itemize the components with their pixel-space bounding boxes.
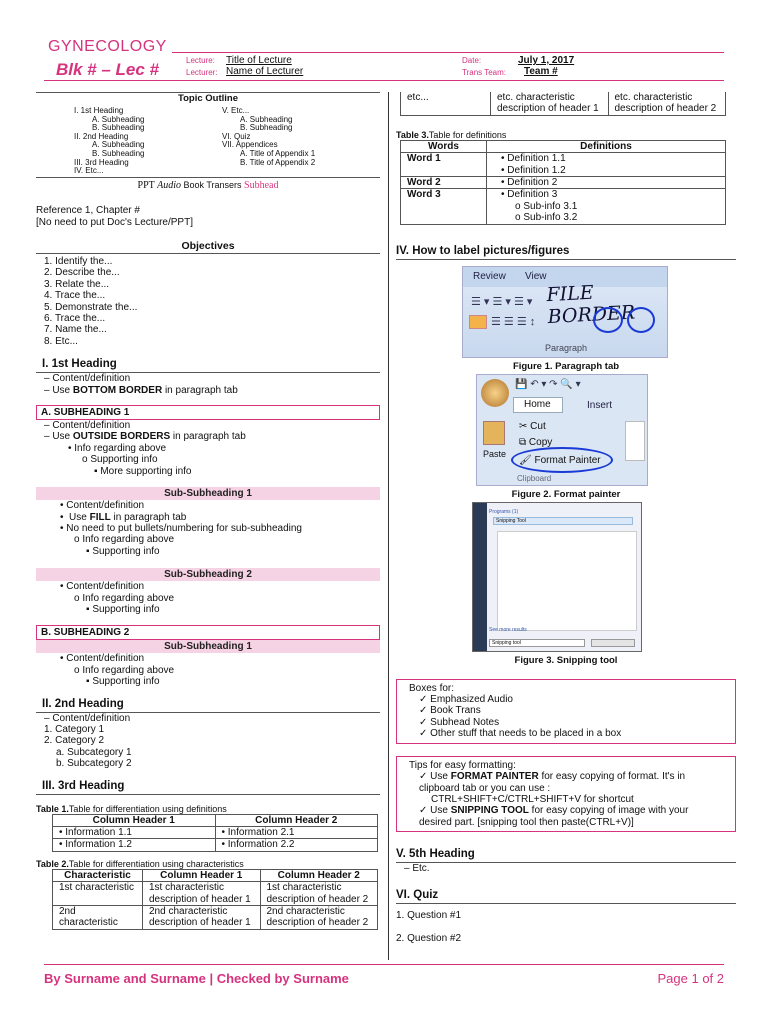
figure-3-caption: Figure 3. Snipping tool xyxy=(514,654,618,666)
table-cell: 1st characteristic xyxy=(53,882,143,906)
subcategory-item: a. Subcategory 1 xyxy=(56,746,132,758)
outline-item: III. 3rd Heading xyxy=(74,157,129,167)
outline-item: II. 2nd Heading xyxy=(74,131,129,141)
heading-4: IV. How to label pictures/figures xyxy=(396,243,736,260)
content-line: – Use OUTSIDE BORDERS in paragraph tab xyxy=(44,431,246,443)
table-cell xyxy=(487,189,726,224)
sub-subheading-2: Sub-Subheading 2 xyxy=(36,568,380,581)
copy-item: ⧉ Copy xyxy=(519,436,553,448)
reference-note: [No need to put Doc's Lecture/PPT] xyxy=(36,217,193,228)
content-line: – Content/definition xyxy=(44,373,131,385)
table-header: Words xyxy=(401,140,487,152)
content-line: – Use BOTTOM BORDER in paragraph tab xyxy=(44,384,238,396)
table-cell: Word 1 xyxy=(401,153,487,177)
content-line: – Content/definition xyxy=(44,420,131,432)
book-trans-label: Book Transers xyxy=(180,180,245,190)
subhead-label: Subhead xyxy=(244,180,279,191)
lecturer-value: Name of Lecturer xyxy=(226,66,304,77)
table-row xyxy=(53,906,378,930)
definition-item: • Definition 3 xyxy=(501,189,558,201)
date-label: Date: xyxy=(462,56,482,65)
bullet-item: ▪ Supporting info xyxy=(86,545,160,557)
audio-label: Audio xyxy=(157,180,181,191)
align-left-icon xyxy=(469,315,487,329)
table-cell: etc. characteristic description of header 1 xyxy=(491,92,609,115)
sub-subheading-2-content xyxy=(36,581,380,615)
table-header: Characteristic xyxy=(53,869,143,881)
ppt-label: PPT xyxy=(137,180,158,191)
box-item: ✓ Emphasized Audio xyxy=(419,694,513,706)
office-button-icon xyxy=(481,379,509,407)
bullet-item: • Content/definition xyxy=(60,581,145,593)
bullet-item: • Content/definition xyxy=(60,500,145,512)
ribbon-tab-insert: Insert xyxy=(587,399,613,411)
bullet-item: ▪ Supporting info xyxy=(86,603,160,615)
bullet-item: o Info regarding above xyxy=(74,592,175,604)
tip-item: ✓ Use FORMAT PAINTER for easy copying of format. It's in clipboard tab or you can use : xyxy=(419,771,686,794)
outline-item: VI. Quiz xyxy=(222,131,251,141)
objective-item: 8. Etc... xyxy=(44,335,78,347)
outline-item: A. Subheading xyxy=(92,140,145,150)
definition-item: o Sub-info 3.2 xyxy=(515,212,578,224)
reference-line: Reference 1, Chapter # xyxy=(36,205,140,216)
list-icons: ☰ ▾ ☰ ▾ ☰ ▾ xyxy=(471,295,533,308)
table-header: Column Header 1 xyxy=(143,869,261,881)
box-item: ✓ Other stuff that needs to be placed in a box xyxy=(419,728,622,740)
bullet-item: o Info regarding above xyxy=(74,534,175,546)
ribbon-tab-home: Home xyxy=(524,398,551,410)
quiz-question: 2. Question #2 xyxy=(396,932,462,944)
left-column xyxy=(36,92,380,930)
table-row xyxy=(53,839,378,851)
block-lecture-title: Blk # – Lec # xyxy=(56,60,160,79)
objectives-title: Objectives xyxy=(36,240,380,254)
outline-item: I. 1st Heading xyxy=(74,106,124,115)
table-row xyxy=(53,882,378,906)
content-line: – Content/definition xyxy=(44,712,131,724)
handwritten-annotation: FILE BORDER xyxy=(545,281,636,328)
table-cell: • Information 1.2 xyxy=(53,839,216,851)
ribbon-tab-home-box xyxy=(513,397,563,413)
outline-item: B. Subheading xyxy=(240,123,293,133)
highlight-circle xyxy=(627,307,655,333)
table-cell: 1st characteristic description of header 2 xyxy=(260,882,378,906)
outline-item: B. Subheading xyxy=(92,123,145,133)
references xyxy=(36,205,380,229)
table-cell: etc... xyxy=(401,92,491,115)
bullet-item: • Content/definition xyxy=(60,653,145,665)
heading-2-content xyxy=(36,713,380,770)
column-divider xyxy=(388,92,389,960)
table-row xyxy=(53,827,378,839)
outline-item: V. Etc... xyxy=(222,106,250,115)
highlight-circle xyxy=(593,307,623,333)
subheading-a: A. SUBHEADING 1 xyxy=(36,405,380,420)
ribbon-group-label: Paragraph xyxy=(544,342,588,353)
highlight-circle xyxy=(511,447,613,473)
table-cell xyxy=(487,153,726,177)
table-cell: • Information 2.2 xyxy=(215,839,378,851)
table-header: Column Header 2 xyxy=(215,814,378,826)
table-header: Column Header 1 xyxy=(53,814,216,826)
quick-access-icons: 💾 ↶ ▾ ↷ 🔍 ▾ xyxy=(515,378,581,390)
sub-subheading-1: Sub-Subheading 1 xyxy=(36,487,380,500)
tip-shortcut: CTRL+SHIFT+C/CTRL+SHIFT+V for shortcut xyxy=(431,793,634,805)
right-column xyxy=(396,92,736,944)
lecture-value: Title of Lecture xyxy=(226,55,292,66)
table-header: Definitions xyxy=(487,140,726,152)
subject-title: GYNECOLOGY xyxy=(48,38,167,55)
table-1-caption: Table 1.Table for differentiation using definitions xyxy=(36,803,227,814)
table-header: Column Header 2 xyxy=(260,869,378,881)
team-value: Team # xyxy=(524,66,558,77)
table-cell: 2nd characteristic description of header 2 xyxy=(260,906,378,930)
figure-1-paragraph-tab xyxy=(462,266,668,358)
page-footer xyxy=(44,964,724,994)
table-2-caption: Table 2.Table for differentiation using characteristics xyxy=(36,858,244,869)
box-title: Tips for easy formatting: xyxy=(409,759,516,771)
objective-item: 3. Relate the... xyxy=(44,278,110,290)
figure-3-snipping-tool xyxy=(472,502,642,652)
ribbon-tab-view: View xyxy=(525,270,547,282)
subheading-a-content xyxy=(36,420,380,477)
bullet-item: o Info regarding above xyxy=(74,664,175,676)
paste-label: Paste xyxy=(483,448,507,459)
figure-1-caption: Figure 1. Paragraph tab xyxy=(512,360,620,372)
table-cell: 2nd characteristic xyxy=(53,906,143,930)
objective-item: 2. Describe the... xyxy=(44,267,120,279)
outline-item: A. Subheading xyxy=(92,114,145,124)
cut-item: ✂ Cut xyxy=(519,420,546,432)
bullet-item: • Use FILL in paragraph tab xyxy=(60,511,187,523)
table-cell: Word 2 xyxy=(401,177,487,189)
outline-item: A. Title of Appendix 1 xyxy=(240,148,316,158)
heading-2: II. 2nd Heading xyxy=(36,696,380,713)
outline-left xyxy=(74,107,145,176)
table-row xyxy=(401,177,726,189)
search-box: Snipping tool xyxy=(489,639,585,647)
start-menu-edge xyxy=(473,503,487,652)
sub-subheading-3: Sub-Subheading 1 xyxy=(36,640,380,653)
team-label: Trans Team: xyxy=(462,68,507,77)
ribbon-group-label: Clipboard xyxy=(517,473,552,483)
header-rule-bottom xyxy=(44,80,724,81)
see-more-results-link: See more results xyxy=(489,626,527,633)
table-3-caption: Table 3.Table for definitions xyxy=(396,129,507,140)
paste-icon xyxy=(483,421,505,445)
category-item: 1. Category 1 xyxy=(44,723,105,735)
table-cell: 2nd characteristic description of header 1 xyxy=(143,906,261,930)
objective-item: 6. Trace the... xyxy=(44,313,106,325)
lecture-label: Lecture: xyxy=(186,56,215,65)
bullet-item: • Info regarding above xyxy=(68,442,167,454)
objective-item: 5. Demonstrate the... xyxy=(44,301,138,313)
align-icons: ☰ ☰ ☰ ↕ xyxy=(491,315,536,328)
header-rule-top xyxy=(172,52,724,53)
definition-item: • Definition 1.2 xyxy=(501,164,566,176)
table-row xyxy=(401,153,726,177)
footer-authors: By Surname and Surname | Checked by Surname xyxy=(44,971,349,986)
heading-1: I. 1st Heading xyxy=(36,356,380,373)
subcategory-item: b. Subcategory 2 xyxy=(56,758,132,770)
format-painter-item: 🖌 Format Painter xyxy=(519,454,601,466)
table-cell: etc. characteristic description of header 2 xyxy=(608,92,726,115)
lecturer-label: Lecturer: xyxy=(186,68,218,77)
objectives-list xyxy=(36,256,380,347)
objective-item: 1. Identify the... xyxy=(44,256,113,267)
page-header xyxy=(0,0,768,95)
subheading-b: B. SUBHEADING 2 xyxy=(36,625,380,640)
definition-item: • Definition 1.1 xyxy=(501,153,566,165)
outline-right xyxy=(222,107,315,167)
table-cell: Word 3 xyxy=(401,189,487,224)
table-cell: • Information 1.1 xyxy=(53,827,216,839)
table-cell xyxy=(487,177,726,189)
table-cell: 1st characteristic description of header 1 xyxy=(143,882,261,906)
outline-item: IV. Etc... xyxy=(74,166,104,176)
box-item: ✓ Subhead Notes xyxy=(419,716,500,728)
page-number: Page 1 of 2 xyxy=(657,971,724,986)
outline-item: VII. Appendices xyxy=(222,140,278,150)
definition-item: o Sub-info 3.1 xyxy=(515,200,578,212)
bullet-item: • No need to put bullets/numbering for sub-subheading xyxy=(60,522,302,534)
bullet-item: ▪ Supporting info xyxy=(86,676,160,688)
objective-item: 7. Name the... xyxy=(44,324,107,336)
sub-subheading-1-content xyxy=(36,500,380,557)
shutdown-button xyxy=(591,639,635,647)
table-1 xyxy=(52,814,378,852)
snipping-tool-result: Snipping Tool xyxy=(493,517,633,525)
tips-box xyxy=(396,756,736,832)
bullet-item: ▪ More supporting info xyxy=(94,465,192,477)
ppt-legend xyxy=(36,180,380,191)
figure-2-format-painter xyxy=(476,374,648,486)
objective-item: 4. Trace the... xyxy=(44,290,106,302)
start-menu-body xyxy=(497,531,637,631)
sub-subheading-3-content xyxy=(36,653,380,687)
font-box xyxy=(625,421,645,461)
content-line: – Etc. xyxy=(404,863,430,875)
heading-6-quiz: VI. Quiz xyxy=(396,887,736,904)
category-item: 2. Category 2 xyxy=(44,735,105,747)
topic-outline xyxy=(36,92,380,178)
heading-3: III. 3rd Heading xyxy=(36,778,380,795)
definition-item: • Definition 2 xyxy=(501,177,558,189)
figure-2-caption: Figure 2. Format painter xyxy=(511,488,621,500)
outline-title: Topic Outline xyxy=(178,93,238,104)
outline-item: A. Subheading xyxy=(240,114,293,124)
outline-item: B. Subheading xyxy=(92,148,145,158)
tip-item: ✓ Use SNIPPING TOOL for easy copying of image with your desired part. [snipping tool then paste(CTRL+V)] xyxy=(419,805,689,828)
table-cell: • Information 2.1 xyxy=(215,827,378,839)
heading-1-content xyxy=(36,373,380,396)
bullet-item: o Supporting info xyxy=(82,454,158,466)
heading-5: V. 5th Heading xyxy=(396,846,736,863)
quiz-question: 1. Question #1 xyxy=(396,909,462,921)
programs-label: Programs (1) xyxy=(489,508,519,515)
table-row xyxy=(401,92,726,115)
box-item: ✓ Book Trans xyxy=(419,705,481,717)
table-2 xyxy=(52,869,378,930)
box-title: Boxes for: xyxy=(409,682,455,694)
table-row xyxy=(401,189,726,224)
outline-item: B. Title of Appendix 2 xyxy=(240,157,316,167)
table-3 xyxy=(400,140,726,225)
ribbon-tab-review: Review xyxy=(473,270,506,282)
table-2-continued xyxy=(400,92,726,116)
boxes-note xyxy=(396,679,736,744)
date-value: July 1, 2017 xyxy=(518,55,575,66)
